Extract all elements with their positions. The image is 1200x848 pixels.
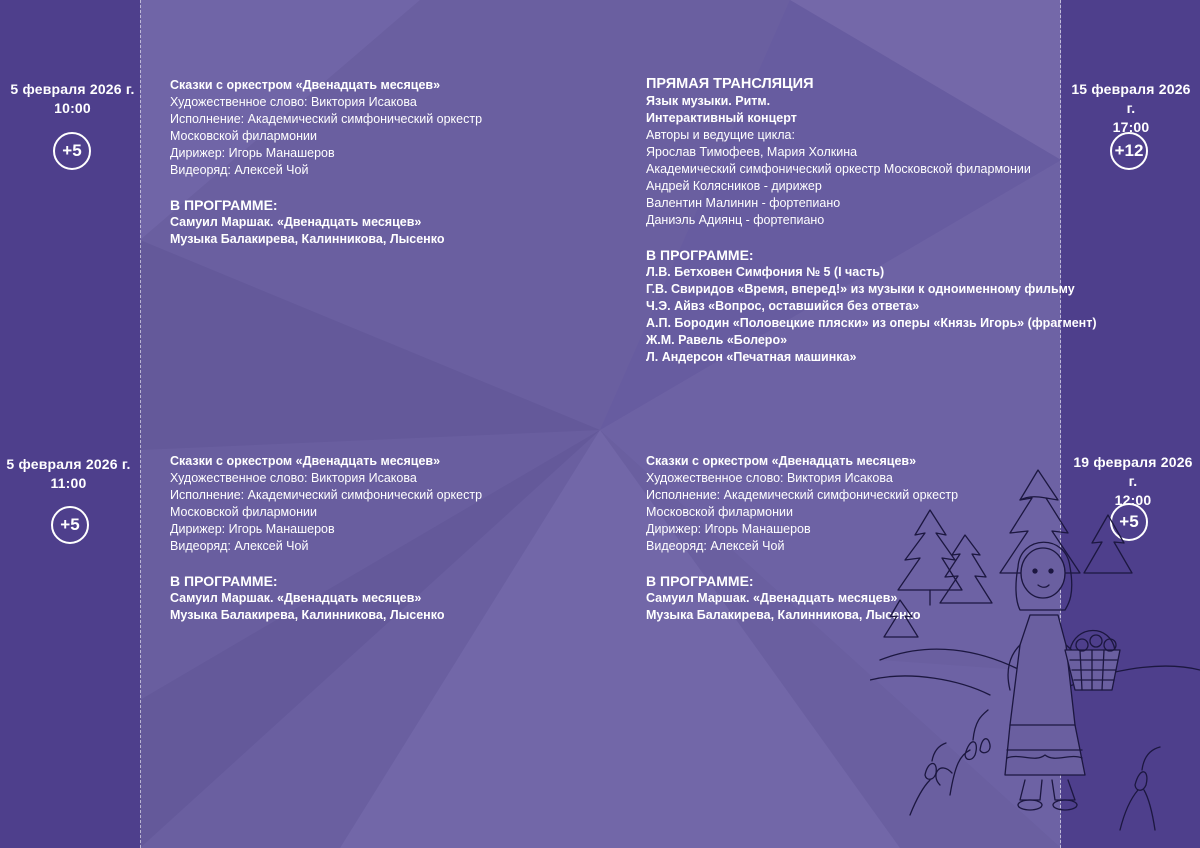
program-item: Ж.М. Равель «Болеро»: [646, 333, 788, 347]
program-heading: В ПРОГРАММЕ:: [646, 573, 754, 589]
program-item: Г.В. Свиридов «Время, вперед!» из музыки к одноименному фильму: [646, 282, 1075, 296]
event-2: [170, 453, 482, 624]
event-detail: Видеоряд: Алексей Чой: [170, 163, 309, 177]
program-heading: В ПРОГРАММЕ:: [170, 197, 278, 213]
fold-line-left: [140, 0, 141, 848]
event-time: 10:00: [54, 100, 91, 116]
event-1: [170, 77, 482, 248]
event-detail: Дирижер: Игорь Манашеров: [170, 146, 335, 160]
snow-maiden-illustration: [870, 455, 1200, 848]
event-detail: Даниэль Адиянц - фортепиано: [646, 213, 825, 227]
program-item: Л.В. Бетховен Симфония № 5 (I часть): [646, 265, 885, 279]
snowdrop-icon: [910, 743, 946, 815]
event-title: Язык музыки. Ритм.: [646, 94, 771, 108]
event-time: 12:00: [1114, 492, 1152, 508]
broadcast-kicker: ПРЯМАЯ ТРАНСЛЯЦИЯ: [646, 76, 814, 92]
program-item: Ч.Э. Айвз «Вопрос, оставшийся без ответа»: [646, 299, 920, 313]
event-title: Сказки с оркестром «Двенадцать месяцев»: [170, 78, 441, 92]
program-item: Музыка Балакирева, Калинникова, Лысенко: [170, 608, 445, 622]
event-detail: Авторы и ведущие цикла:: [646, 128, 795, 142]
age-rating-badge: +5: [51, 506, 89, 544]
basket-icon: [1065, 630, 1120, 690]
event-detail: Исполнение: Академический симфонический оркестр: [646, 488, 959, 502]
event-date: 15 февраля 2026 г.: [1071, 81, 1191, 116]
event-detail: Художественное слово: Виктория Исакова: [646, 471, 893, 485]
age-rating-badge: +5: [1110, 503, 1148, 541]
event-detail: Московской филармонии: [170, 129, 317, 143]
event-detail: Валентин Малинин - фортепиано: [646, 196, 841, 210]
event-detail: Московской филармонии: [646, 505, 793, 519]
fir-tree-icon: [940, 535, 992, 603]
program-item: Музыка Балакирева, Калинникова, Лысенко: [646, 608, 921, 622]
event-subtitle: Интерактивный концерт: [646, 111, 797, 125]
program-heading: В ПРОГРАММЕ:: [170, 573, 278, 589]
date-block-2: [6, 455, 131, 493]
age-rating-badge: +12: [1110, 132, 1148, 170]
left-date-strip: [0, 0, 140, 848]
event-detail: Академический симфонический оркестр Московской филармонии: [646, 162, 1031, 176]
event-detail: Андрей Колясников - дирижер: [646, 179, 822, 193]
program-heading: В ПРОГРАММЕ:: [646, 247, 754, 263]
event-detail: Художественное слово: Виктория Исакова: [170, 471, 417, 485]
event-title: Сказки с оркестром «Двенадцать месяцев»: [646, 454, 917, 468]
program-item: Самуил Маршак. «Двенадцать месяцев»: [646, 591, 898, 605]
event-detail: Художественное слово: Виктория Исакова: [170, 95, 417, 109]
event-detail: Ярослав Тимофеев, Мария Холкина: [646, 145, 858, 159]
event-detail: Видеоряд: Алексей Чой: [646, 539, 785, 553]
event-detail: Дирижер: Игорь Манашеров: [170, 522, 335, 536]
event-detail: Дирижер: Игорь Манашеров: [646, 522, 811, 536]
age-rating-badge: +5: [53, 132, 91, 170]
fir-tree-icon: [884, 600, 918, 637]
program-item: Музыка Балакирева, Калинникова, Лысенко: [170, 232, 445, 246]
event-date: 5 февраля 2026 г.: [10, 81, 135, 97]
event-detail: Видеоряд: Алексей Чой: [170, 539, 309, 553]
program-item: А.П. Бородин «Половецкие пляски» из оперы «Князь Игорь» (фрагмент): [646, 316, 1097, 330]
event-detail: Московской филармонии: [170, 505, 317, 519]
program-item: Самуил Маршак. «Двенадцать месяцев»: [170, 591, 422, 605]
event-title: Сказки с оркестром «Двенадцать месяцев»: [170, 454, 441, 468]
event-3: [646, 76, 1097, 366]
snowdrop-icon: [1120, 747, 1160, 830]
event-time: 11:00: [50, 475, 87, 491]
fir-tree-icon: [1084, 515, 1132, 573]
event-date: 5 февраля 2026 г.: [6, 456, 131, 472]
event-time: 17:00: [1112, 119, 1150, 135]
date-block-1: [10, 80, 135, 118]
program-item: Л. Андерсон «Печатная машинка»: [646, 350, 857, 364]
event-detail: Исполнение: Академический симфонический оркестр: [170, 488, 483, 502]
snowdrop-icon: [936, 710, 988, 795]
event-detail: Исполнение: Академический симфонический оркестр: [170, 112, 483, 126]
snowdrop-icon: [980, 739, 990, 753]
fir-tree-icon: [898, 510, 962, 605]
event-date: 19 февраля 2026 г.: [1073, 454, 1193, 489]
program-item: Самуил Маршак. «Двенадцать месяцев»: [170, 215, 422, 229]
